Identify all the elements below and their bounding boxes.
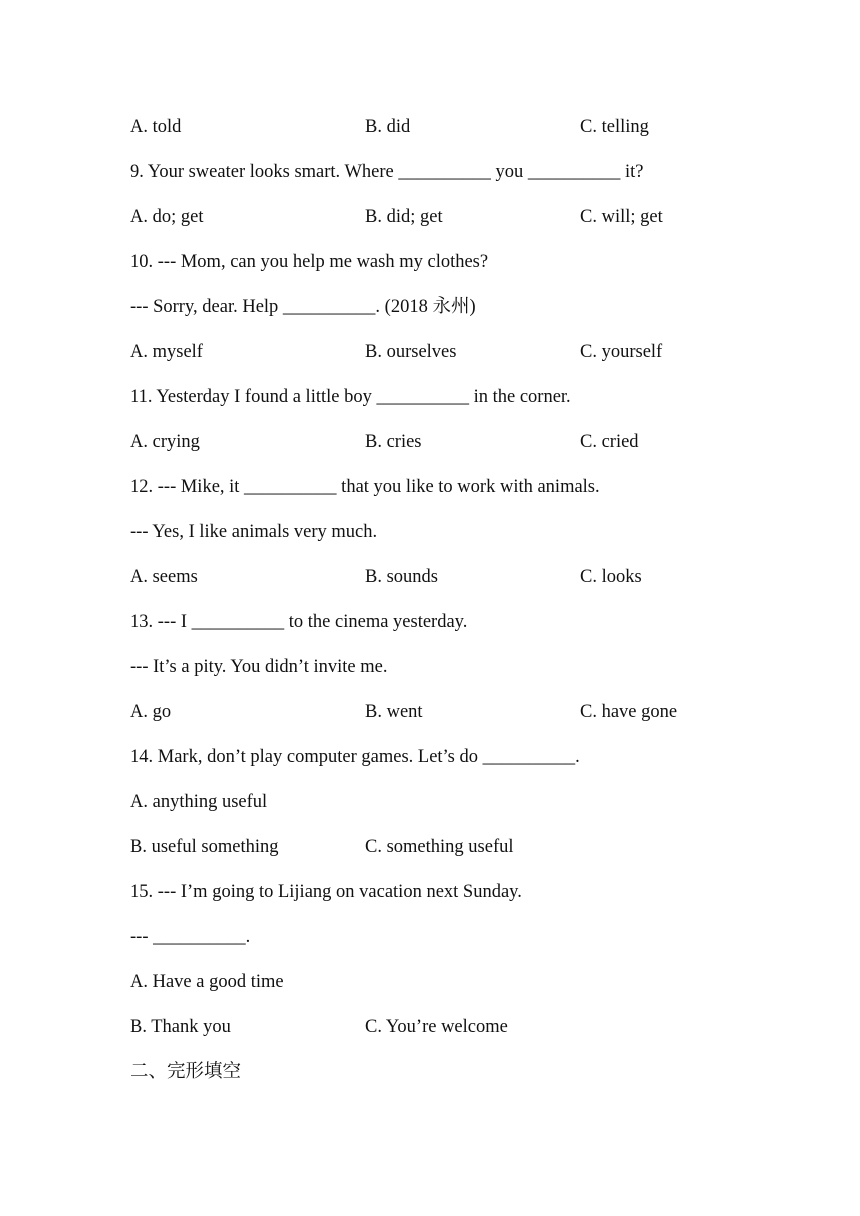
section-heading: 二、完形填空 [130, 1062, 242, 1082]
option-b: B. useful something [130, 837, 279, 857]
option-c: C. cried [580, 432, 639, 452]
option-b: B. went [365, 702, 423, 722]
option-a: A. myself [130, 342, 203, 362]
option-a: A. go [130, 702, 172, 722]
option-b: B. did [365, 117, 411, 137]
option-a: A. seems [130, 567, 198, 587]
option-c: C. will; get [580, 207, 663, 227]
option-c: C. You’re welcome [365, 1017, 508, 1037]
option-a-q14: A. anything useful [130, 792, 268, 812]
question-12-reply: --- Yes, I like animals very much. [130, 522, 378, 542]
question-9: 9. Your sweater looks smart. Where __________ you __________ it? [130, 162, 644, 182]
question-15: 15. --- I’m going to Lijiang on vacation next Sunday. [130, 882, 522, 902]
question-10: 10. --- Mom, can you help me wash my clothes? [130, 252, 489, 272]
option-c: C. something useful [365, 837, 514, 857]
option-b: B. ourselves [365, 342, 457, 362]
question-12: 12. --- Mike, it __________ that you like to work with animals. [130, 477, 600, 497]
option-c: C. telling [580, 117, 649, 137]
option-a: A. crying [130, 432, 200, 452]
option-b: B. cries [365, 432, 422, 452]
option-b: B. did; get [365, 207, 443, 227]
option-a: A. told [130, 117, 182, 137]
option-a: A. do; get [130, 207, 204, 227]
option-c: C. yourself [580, 342, 663, 362]
question-10-reply: --- Sorry, dear. Help __________. (2018 永州) [130, 297, 476, 317]
option-b: B. Thank you [130, 1017, 231, 1037]
option-a-q15: A. Have a good time [130, 972, 284, 992]
option-c: C. looks [580, 567, 642, 587]
question-11: 11. Yesterday I found a little boy __________ in the corner. [130, 387, 571, 407]
option-b: B. sounds [365, 567, 438, 587]
question-13-reply: --- It’s a pity. You didn’t invite me. [130, 657, 388, 677]
question-14: 14. Mark, don’t play computer games. Let’s do __________. [130, 747, 580, 767]
question-15-reply: --- __________. [130, 927, 251, 947]
option-c: C. have gone [580, 702, 678, 722]
question-13: 13. --- I __________ to the cinema yesterday. [130, 612, 468, 632]
